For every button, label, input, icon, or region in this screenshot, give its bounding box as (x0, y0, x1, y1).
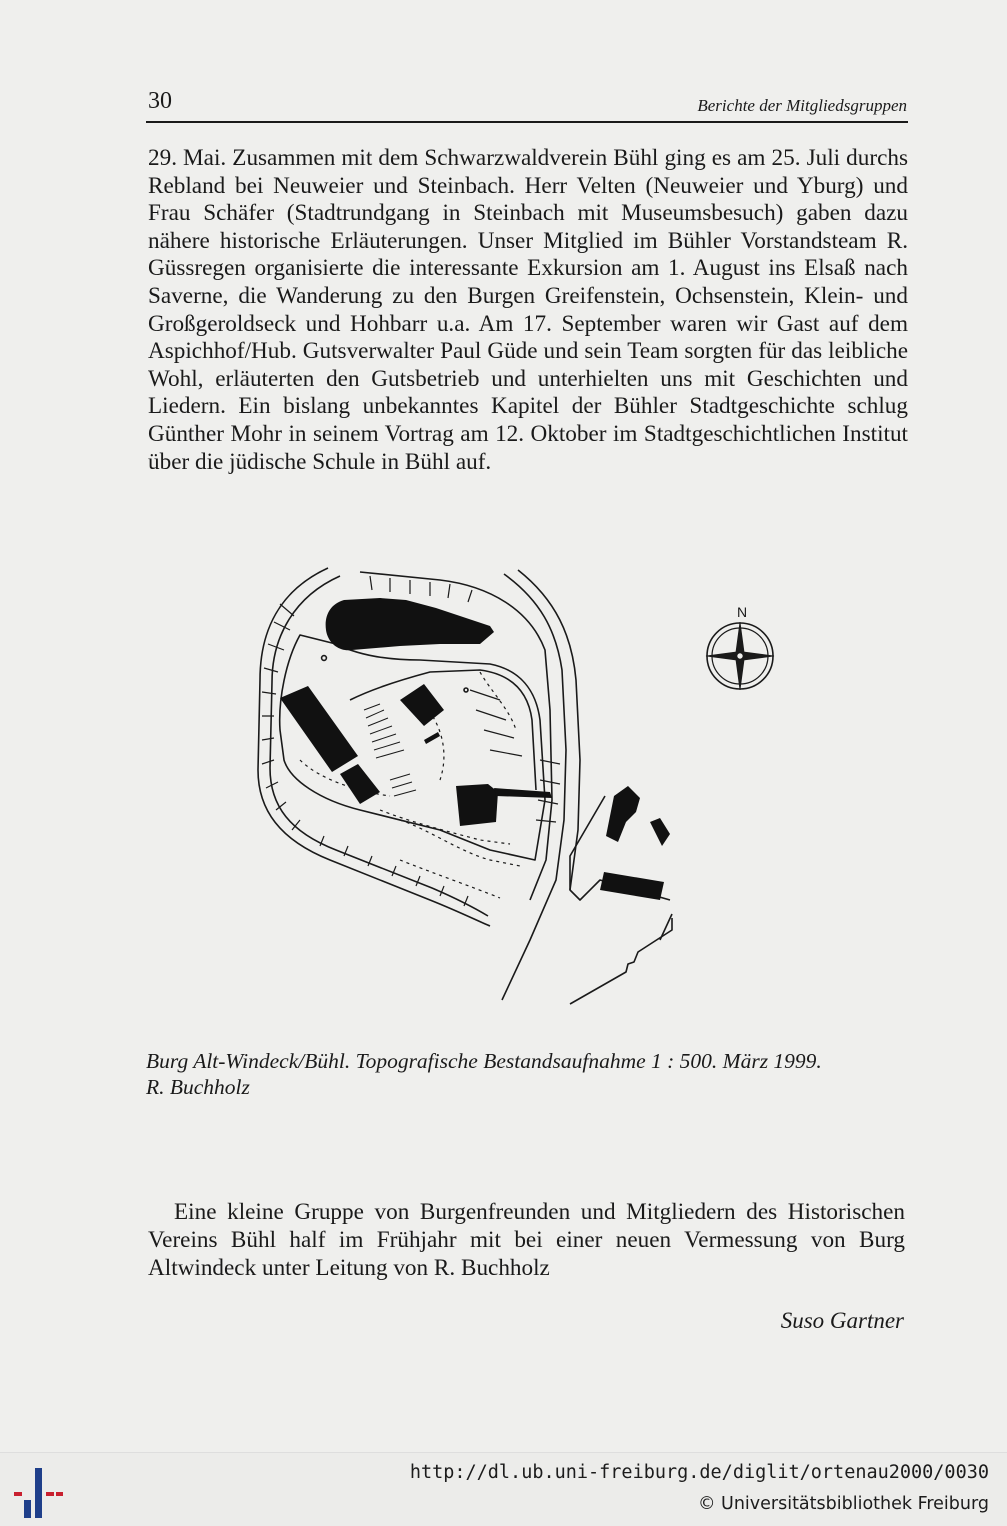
castle-site-plan (240, 560, 800, 1020)
source-url-link[interactable]: http://dl.ub.uni-freiburg.de/diglit/ortenau2000/0030 (409, 1462, 989, 1483)
body-paragraph-1: 29. Mai. Zusammen mit dem Schwarzwaldverein Bühl ging es am 25. Juli durchs Rebland bei Neuweier und Steinbach. Herr Velten (Neuweier und Yburg) und Frau Schäfer (Stadtrundgang in Steinbach mit Museumsbesuch) gaben dazu nähere historische Erläuterungen. Unser Mitglied im Bühler Vorstandsteam R. Güssregen organisierte die interessante Exkursion am 1. August ins Elsaß nach Saverne, die Wanderung zu den Burgen Greifenstein, Ochsenstein, Klein- und Großgeroldseck und Hohbarr u.a. Am 17. September waren wir Gast auf dem Aspichhof/Hub. Gutsverwalter Paul Güde und sein Team sorgten für das leibliche Wohl, erläuterten den Gutsbetrieb und unterhielten uns mit Geschichten und Liedern. Ein bislang unbekanntes Kapitel der Bühler Stadtgeschichte schlug Günther Mohr in seinem Vortrag am 12. Oktober im Stadtgeschichtlichen Institut über die jüdische Schule in Bühl auf. (148, 145, 908, 475)
copyright-notice: © Universitätsbibliothek Freiburg (697, 1494, 989, 1514)
header-rule (146, 121, 908, 123)
figure-caption (146, 1048, 822, 1100)
author-signature: Suso Gartner (780, 1308, 904, 1333)
body-paragraph-2: Eine kleine Gruppe von Burgenfreunden und Mitgliedern des Historischen Vereins Bühl half im Frühjahr mit bei einer neuen Vermessung von Burg Altwindeck unter Leitung von R. Buchholz (148, 1199, 905, 1281)
running-head: Berichte der Mitgliedsgruppen (697, 96, 907, 115)
compass-north-label: N (736, 604, 748, 620)
compass-rose (706, 622, 774, 690)
caption-line-2: R. Buchholz (146, 1075, 250, 1099)
page-number: 30 (148, 88, 172, 114)
caption-line-1: Burg Alt-Windeck/Bühl. Topografische Bestandsaufnahme 1 : 500. März 1999. (146, 1049, 822, 1073)
library-logo-icon (10, 1462, 66, 1520)
